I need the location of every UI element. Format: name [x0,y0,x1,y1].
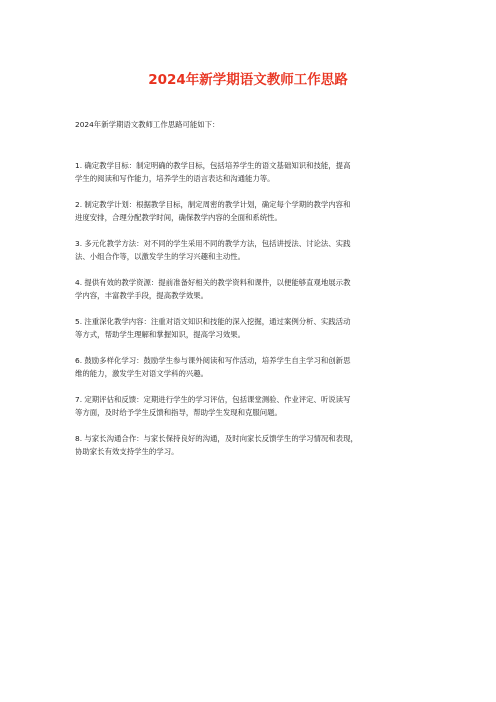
item-line: 2. 制定教学计划：根据教学目标，制定周密的教学计划，确定每个学期的教学内容和 [75,200,351,209]
item-line: 进度安排，合理分配教学时间，确保教学内容的全面和系统性。 [75,212,282,222]
item-line: 法、小组合作等，以激发学生的学习兴趣和主动性。 [75,251,245,261]
item-line: 学生的阅读和写作能力，培养学生的语言表达和沟通能力等。 [75,173,275,183]
item-line: 3. 多元化教学方法：对不同的学生采用不同的教学方法，包括讲授法、讨论法、实践 [75,239,351,248]
item-list [75,160,425,472]
list-item [75,277,425,302]
item-line: 等方式，帮助学生理解和掌握知识，提高学习效果。 [75,329,245,339]
list-item [75,316,425,341]
list-item [75,394,425,419]
item-line: 维的能力，激发学生对语文学科的兴趣。 [75,368,209,378]
list-item [75,199,425,224]
list-item [75,355,425,380]
item-line: 5. 注重深化教学内容：注重对语文知识和技能的深入挖掘，通过案例分析、实践活动 [75,317,351,326]
intro-text: 2024年新学期语文教师工作思路可能如下： [75,120,220,129]
list-item [75,433,425,458]
item-line: 7. 定期评估和反馈：定期进行学生的学习评估，包括课堂测验、作业评定、听说读写 [75,395,351,404]
item-line: 1. 确定教学目标：制定明确的教学目标，包括培养学生的语文基础知识和技能，提高 [75,161,351,170]
item-line: 8. 与家长沟通合作：与家长保持良好的沟通，及时向家长反馈学生的学习情况和表现， [75,434,358,443]
list-item [75,238,425,263]
document-title: 2024年新学期语文教师工作思路 [148,72,348,88]
item-line: 协助家长有效支持学生的学习。 [75,446,179,456]
item-line: 6. 鼓励多样化学习：鼓励学生参与课外阅读和写作活动，培养学生自主学习和创新思 [75,356,351,365]
item-line: 学内容，丰富教学手段，提高教学效果。 [75,290,209,300]
list-item [75,160,425,185]
item-line: 等方面，及时给予学生反馈和指导，帮助学生发现和克服问题。 [75,407,282,417]
item-line: 4. 提供有效的教学资源：提前准备好相关的教学资料和课件，以便能够直观地展示教 [75,278,351,287]
